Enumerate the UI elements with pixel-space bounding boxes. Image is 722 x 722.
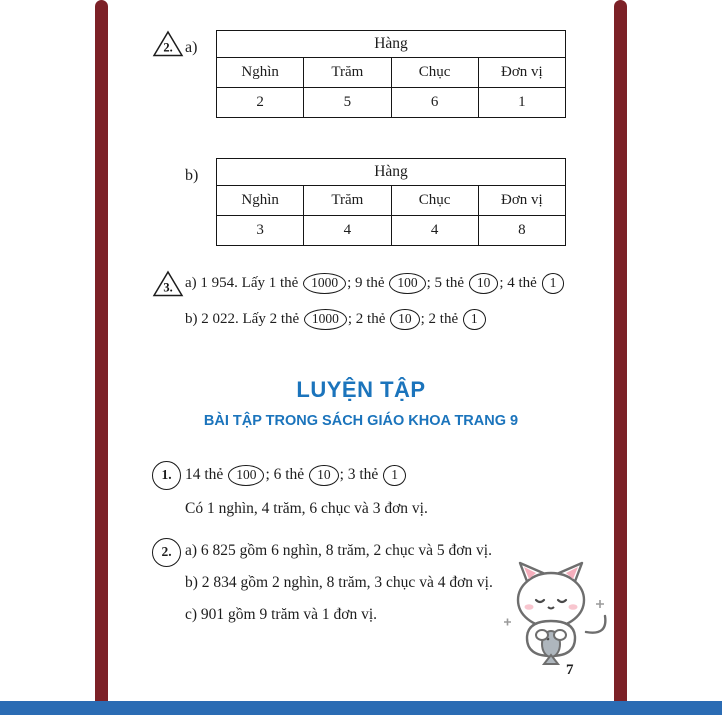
card-10-pill: 10 bbox=[469, 273, 499, 294]
cat-icon bbox=[492, 558, 610, 670]
card-1-pill: 1 bbox=[463, 309, 486, 330]
problem-2-part-a bbox=[108, 30, 614, 118]
table-b-val-hundreds: 4 bbox=[304, 216, 391, 246]
text-segment: ; 9 thẻ bbox=[347, 275, 389, 291]
problem-3-line-b bbox=[185, 309, 565, 330]
table-a-val-thousands: 2 bbox=[217, 88, 304, 118]
table-a-header-row bbox=[217, 58, 566, 88]
right-binding-bar bbox=[614, 0, 627, 701]
table-a-val-tens: 6 bbox=[391, 88, 478, 118]
table-a-col-tens: Chục bbox=[391, 58, 478, 88]
table-b-col-tens: Chục bbox=[391, 186, 478, 216]
problem-3-marker bbox=[152, 270, 185, 298]
table-a-col-hundreds: Trăm bbox=[304, 58, 391, 88]
card-10-pill: 10 bbox=[309, 465, 339, 486]
text-segment: ; 4 thẻ bbox=[499, 275, 541, 291]
text-segment: ; 2 thẻ bbox=[420, 310, 462, 327]
problem-3 bbox=[108, 270, 614, 345]
practice-problem-1-line bbox=[185, 465, 428, 486]
cat-illustration bbox=[492, 558, 610, 675]
card-100-pill: 100 bbox=[389, 273, 425, 294]
text-segment: 14 thẻ bbox=[185, 465, 228, 483]
table-b-val-tens: 4 bbox=[391, 216, 478, 246]
text-segment: ; 2 thẻ bbox=[347, 310, 390, 327]
table-a-title: Hàng bbox=[217, 31, 566, 58]
practice-problem-1-marker-wrap bbox=[152, 461, 185, 490]
table-b-title: Hàng bbox=[217, 159, 566, 186]
problem-3-line-a bbox=[185, 273, 565, 294]
table-a-value-row bbox=[217, 88, 566, 118]
practice-problem-1 bbox=[108, 461, 614, 532]
card-1000-pill: 1000 bbox=[303, 273, 346, 294]
table-a-val-hundreds: 5 bbox=[304, 88, 391, 118]
card-1000-pill: 1000 bbox=[304, 309, 347, 330]
practice-problem-2-lines bbox=[185, 538, 493, 638]
table-a-col-thousands: Nghìn bbox=[217, 58, 304, 88]
practice-problem-2-line-c: c) 901 gồm 9 trăm và 1 đơn vị. bbox=[185, 605, 378, 623]
place-value-table-b bbox=[216, 158, 566, 246]
place-value-table-a bbox=[216, 30, 566, 118]
text-segment: ; 3 thẻ bbox=[339, 465, 383, 483]
table-b-val-units: 8 bbox=[478, 216, 565, 246]
practice-problem-2-line-a: a) 6 825 gồm 6 nghìn, 8 trăm, 2 chục và 5 đơn vị. bbox=[185, 541, 492, 559]
practice-problem-2-marker: 2. bbox=[152, 538, 181, 567]
card-100-pill: 100 bbox=[228, 465, 264, 486]
practice-section-title: LUYỆN TẬP bbox=[296, 376, 426, 402]
table-a-val-units: 1 bbox=[478, 88, 565, 118]
practice-problem-1-marker: 1. bbox=[152, 461, 181, 490]
card-1-pill: 1 bbox=[383, 465, 406, 486]
part-a-label: a) bbox=[185, 39, 198, 56]
problem-2-marker bbox=[152, 30, 185, 58]
text-segment: ; 6 thẻ bbox=[265, 465, 309, 483]
problem-3-lines bbox=[185, 270, 565, 345]
practice-problem-1-answer: Có 1 nghìn, 4 trăm, 6 chục và 3 đơn vị. bbox=[185, 499, 428, 517]
text-segment: b) 2 022. Lấy 2 thẻ bbox=[185, 310, 303, 327]
card-10-pill: 10 bbox=[390, 309, 420, 330]
practice-problem-2-line-b: b) 2 834 gồm 2 nghìn, 8 trăm, 3 chục và 4 đơn vị. bbox=[185, 573, 493, 591]
table-a-col-units: Đơn vị bbox=[478, 58, 565, 88]
table-b-col-hundreds: Trăm bbox=[304, 186, 391, 216]
part-b-label: b) bbox=[185, 167, 199, 184]
page-number: 7 bbox=[566, 662, 574, 678]
problem-2-number: 2. bbox=[163, 40, 173, 55]
card-1-pill: 1 bbox=[542, 273, 565, 294]
table-b-header-row bbox=[217, 186, 566, 216]
problem-2-part-b bbox=[108, 158, 614, 246]
text-segment: ; 5 thẻ bbox=[426, 275, 468, 291]
text-segment: a) 1 954. Lấy 1 thẻ bbox=[185, 275, 303, 291]
practice-problem-2-marker-wrap bbox=[152, 538, 185, 567]
left-binding-bar bbox=[95, 0, 108, 701]
problem-3-number: 3. bbox=[163, 280, 173, 295]
bottom-footer-bar bbox=[0, 701, 722, 715]
table-b-val-thousands: 3 bbox=[217, 216, 304, 246]
practice-problem-1-lines bbox=[185, 461, 428, 532]
table-b-col-thousands: Nghìn bbox=[217, 186, 304, 216]
table-b-value-row bbox=[217, 216, 566, 246]
table-b-col-units: Đơn vị bbox=[478, 186, 565, 216]
practice-section-subtitle: BÀI TẬP TRONG SÁCH GIÁO KHOA TRANG 9 bbox=[203, 412, 519, 429]
